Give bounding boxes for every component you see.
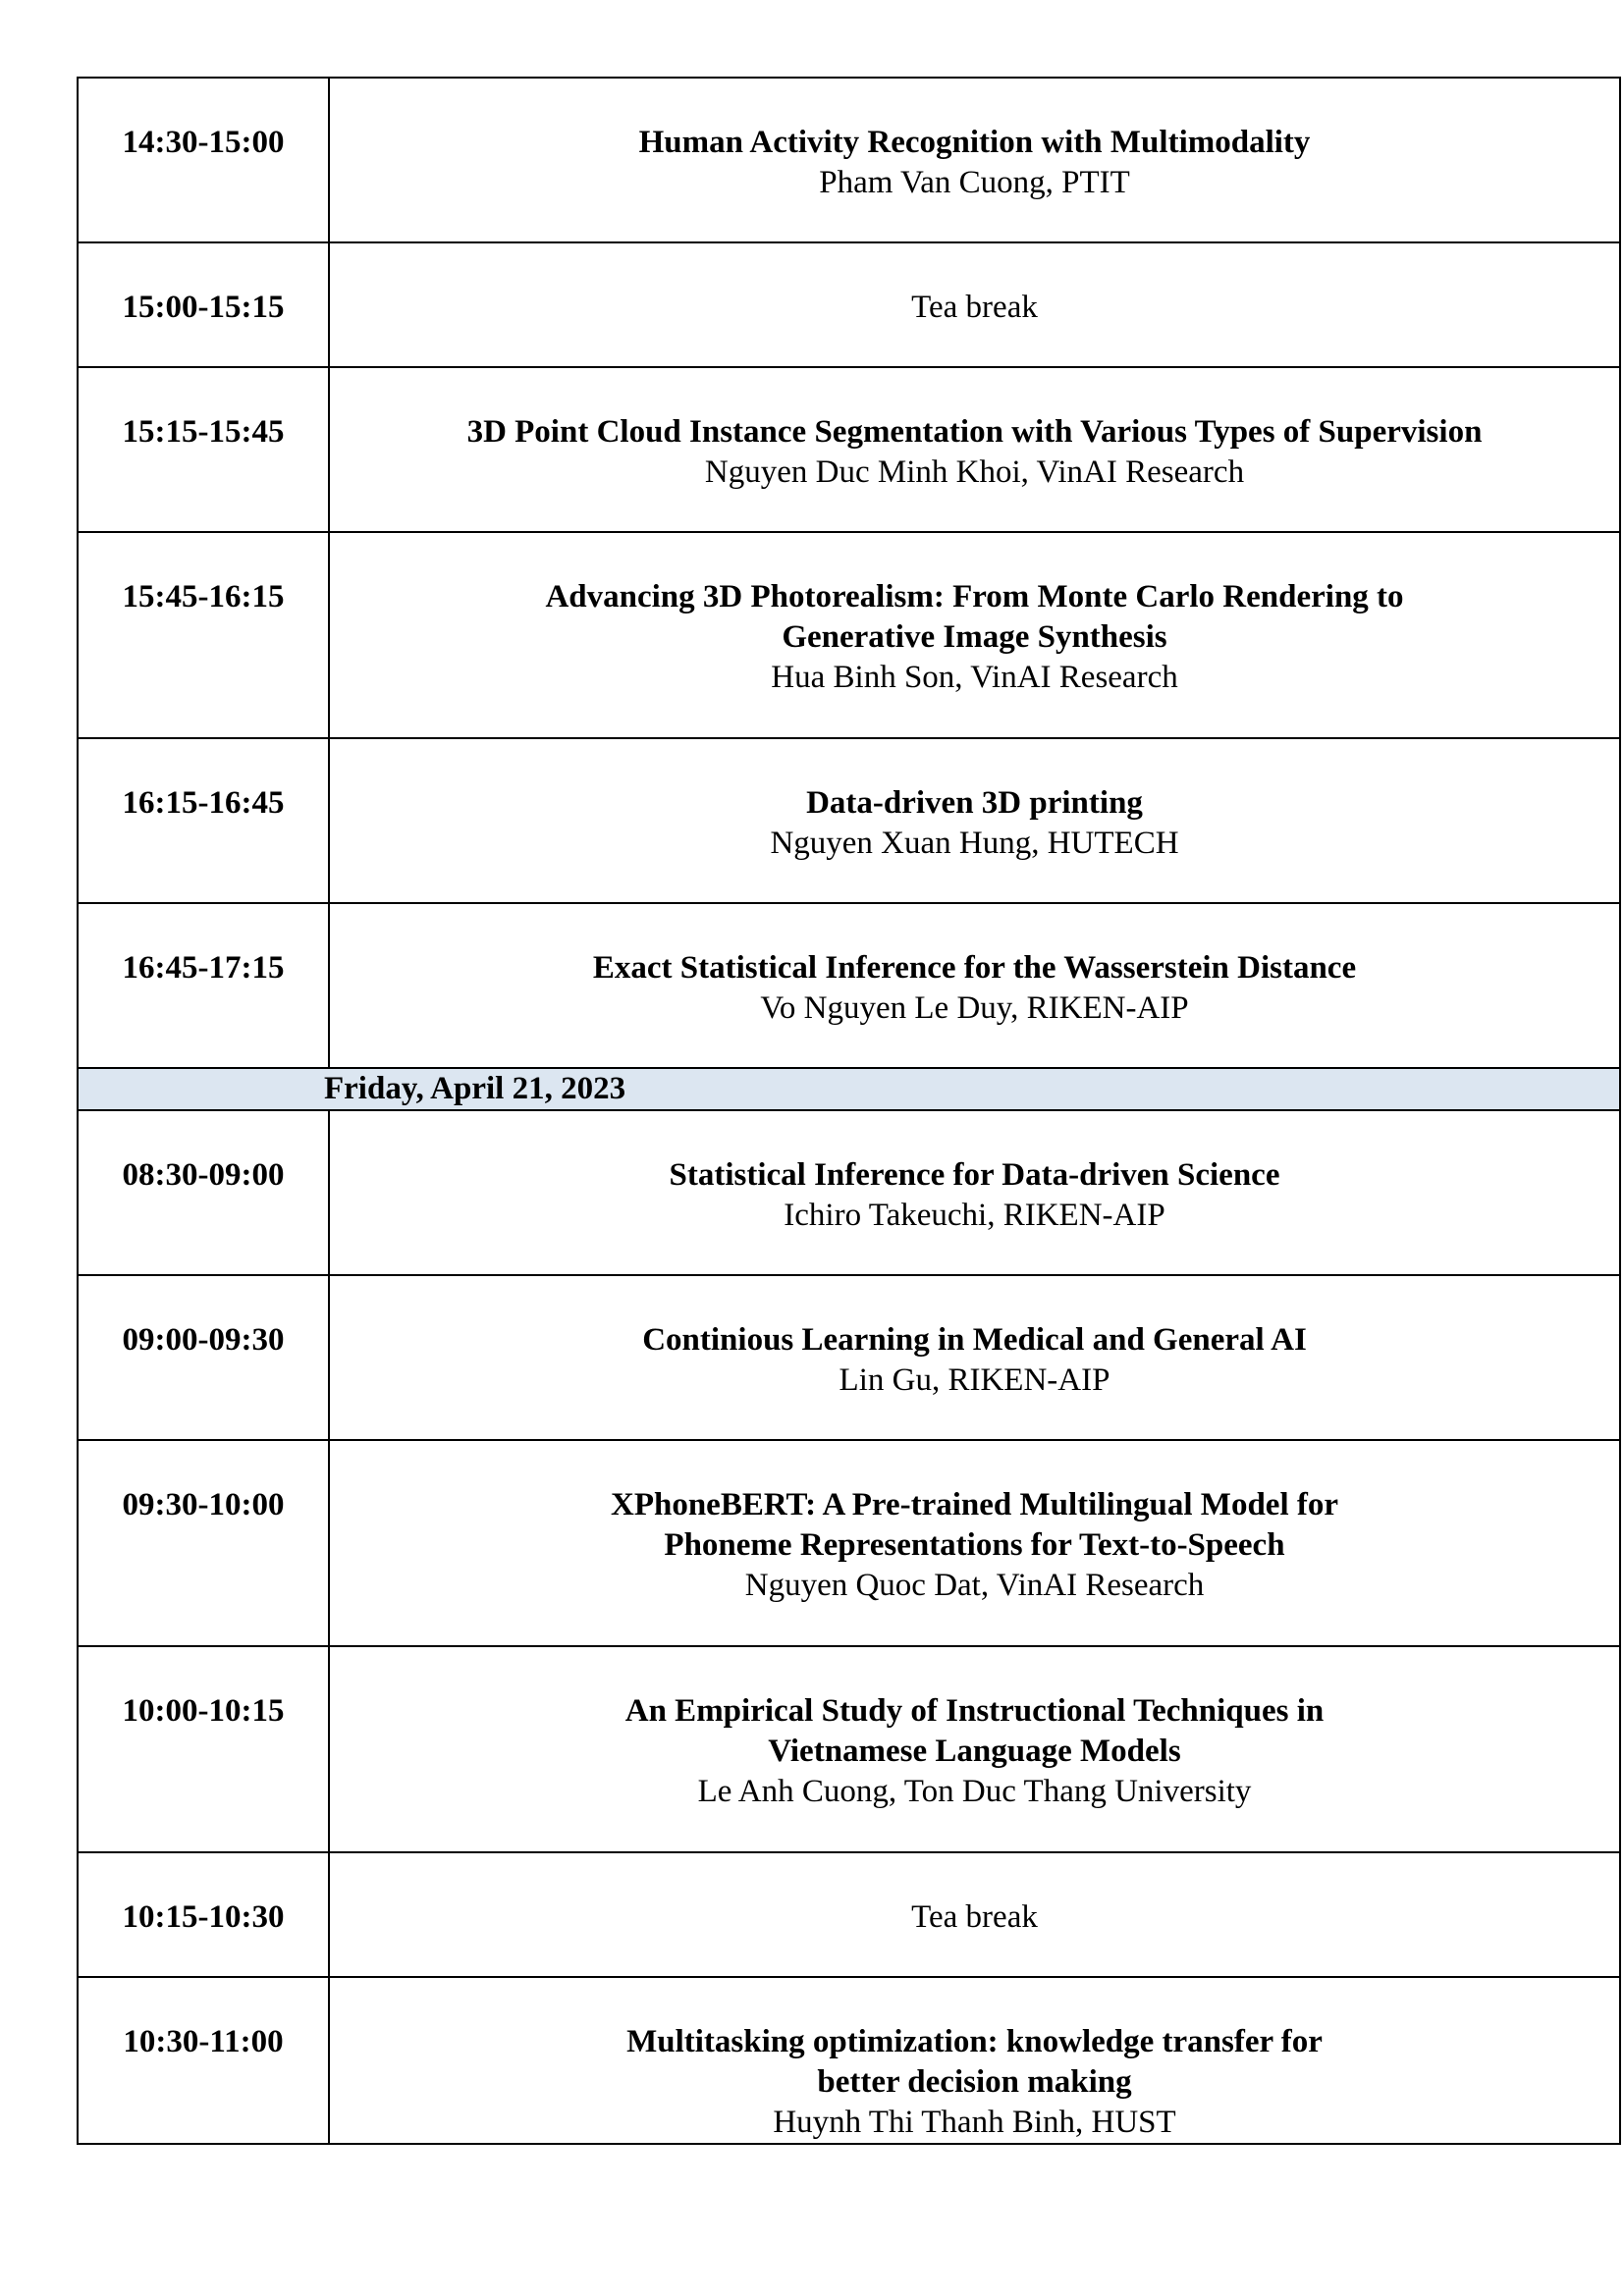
table-row — [78, 78, 1620, 242]
table-row — [78, 1646, 1620, 1852]
talk-title: Vietnamese Language Models — [768, 1734, 1181, 1769]
schedule-table — [77, 77, 1621, 2145]
speaker: Nguyen Quoc Dat, VinAI Research — [744, 1568, 1205, 1603]
table-row — [78, 1275, 1620, 1440]
speaker: Pham Van Cuong, PTIT — [819, 165, 1130, 200]
speaker: Nguyen Duc Minh Khoi, VinAI Research — [704, 454, 1245, 490]
time-slot: 10:30-11:00 — [78, 1977, 329, 2144]
time-slot: 09:00-09:30 — [78, 1275, 329, 1440]
talk-cell — [329, 738, 1620, 903]
speaker: Le Anh Cuong, Ton Duc Thang University — [697, 1774, 1252, 1809]
speaker: Nguyen Xuan Hung, HUTECH — [770, 826, 1179, 861]
table-row — [78, 1440, 1620, 1646]
talk-cell — [329, 1646, 1620, 1852]
time-slot: 09:30-10:00 — [78, 1440, 329, 1646]
talk-title: better decision making — [817, 2064, 1132, 2100]
day-heading: Friday, April 21, 2023 — [324, 1071, 626, 1106]
break-label: Tea break — [911, 290, 1038, 325]
talk-title: Exact Statistical Inference for the Wasserstein Distance — [592, 950, 1357, 986]
table-row — [78, 1852, 1620, 1977]
time-slot: 15:45-16:15 — [78, 532, 329, 738]
time-slot: 15:00-15:15 — [78, 242, 329, 367]
time-slot: 10:00-10:15 — [78, 1646, 329, 1852]
talk-title: Human Activity Recognition with Multimodality — [638, 125, 1311, 160]
talk-cell — [329, 903, 1620, 1068]
talk-title: Generative Image Synthesis — [782, 619, 1167, 655]
speaker: Vo Nguyen Le Duy, RIKEN-AIP — [760, 990, 1189, 1026]
talk-cell — [329, 367, 1620, 532]
time-slot: 14:30-15:00 — [78, 78, 329, 242]
talk-title: XPhoneBERT: A Pre-trained Multilingual Model for — [610, 1487, 1339, 1522]
break-cell — [329, 1852, 1620, 1977]
talk-cell — [329, 1110, 1620, 1275]
speaker: Lin Gu, RIKEN-AIP — [839, 1362, 1110, 1398]
table-row — [78, 532, 1620, 738]
speaker: Huynh Thi Thanh Binh, HUST — [773, 2105, 1176, 2140]
time-slot: 16:45-17:15 — [78, 903, 329, 1068]
talk-title: Phoneme Representations for Text-to-Speech — [664, 1527, 1285, 1563]
talk-title: Statistical Inference for Data-driven Science — [669, 1157, 1280, 1193]
table-row — [78, 903, 1620, 1068]
table-row — [78, 242, 1620, 367]
time-slot: 15:15-15:45 — [78, 367, 329, 532]
table-row — [78, 1977, 1620, 2144]
talk-title: 3D Point Cloud Instance Segmentation with Various Types of Supervision — [466, 414, 1483, 450]
time-slot: 08:30-09:00 — [78, 1110, 329, 1275]
table-row — [78, 367, 1620, 532]
talk-cell — [329, 1440, 1620, 1646]
talk-cell — [329, 78, 1620, 242]
speaker: Hua Binh Son, VinAI Research — [771, 660, 1178, 695]
talk-cell — [329, 532, 1620, 738]
time-slot: 16:15-16:45 — [78, 738, 329, 903]
speaker: Ichiro Takeuchi, RIKEN-AIP — [784, 1198, 1165, 1233]
day-heading-cell — [78, 1068, 1620, 1110]
table-row — [78, 738, 1620, 903]
talk-title: Advancing 3D Photorealism: From Monte Carlo Rendering to — [545, 579, 1404, 614]
talk-title: Multitasking optimization: knowledge transfer for — [626, 2024, 1323, 2059]
time-slot: 10:15-10:30 — [78, 1852, 329, 1977]
talk-title: Continious Learning in Medical and General AI — [642, 1322, 1307, 1358]
break-cell — [329, 242, 1620, 367]
break-label: Tea break — [911, 1899, 1038, 1935]
talk-title: An Empirical Study of Instructional Techniques in — [624, 1693, 1325, 1729]
talk-cell — [329, 1275, 1620, 1440]
table-row — [78, 1110, 1620, 1275]
talk-title: Data-driven 3D printing — [806, 785, 1143, 821]
day-heading-row — [78, 1068, 1620, 1110]
talk-cell — [329, 1977, 1620, 2144]
